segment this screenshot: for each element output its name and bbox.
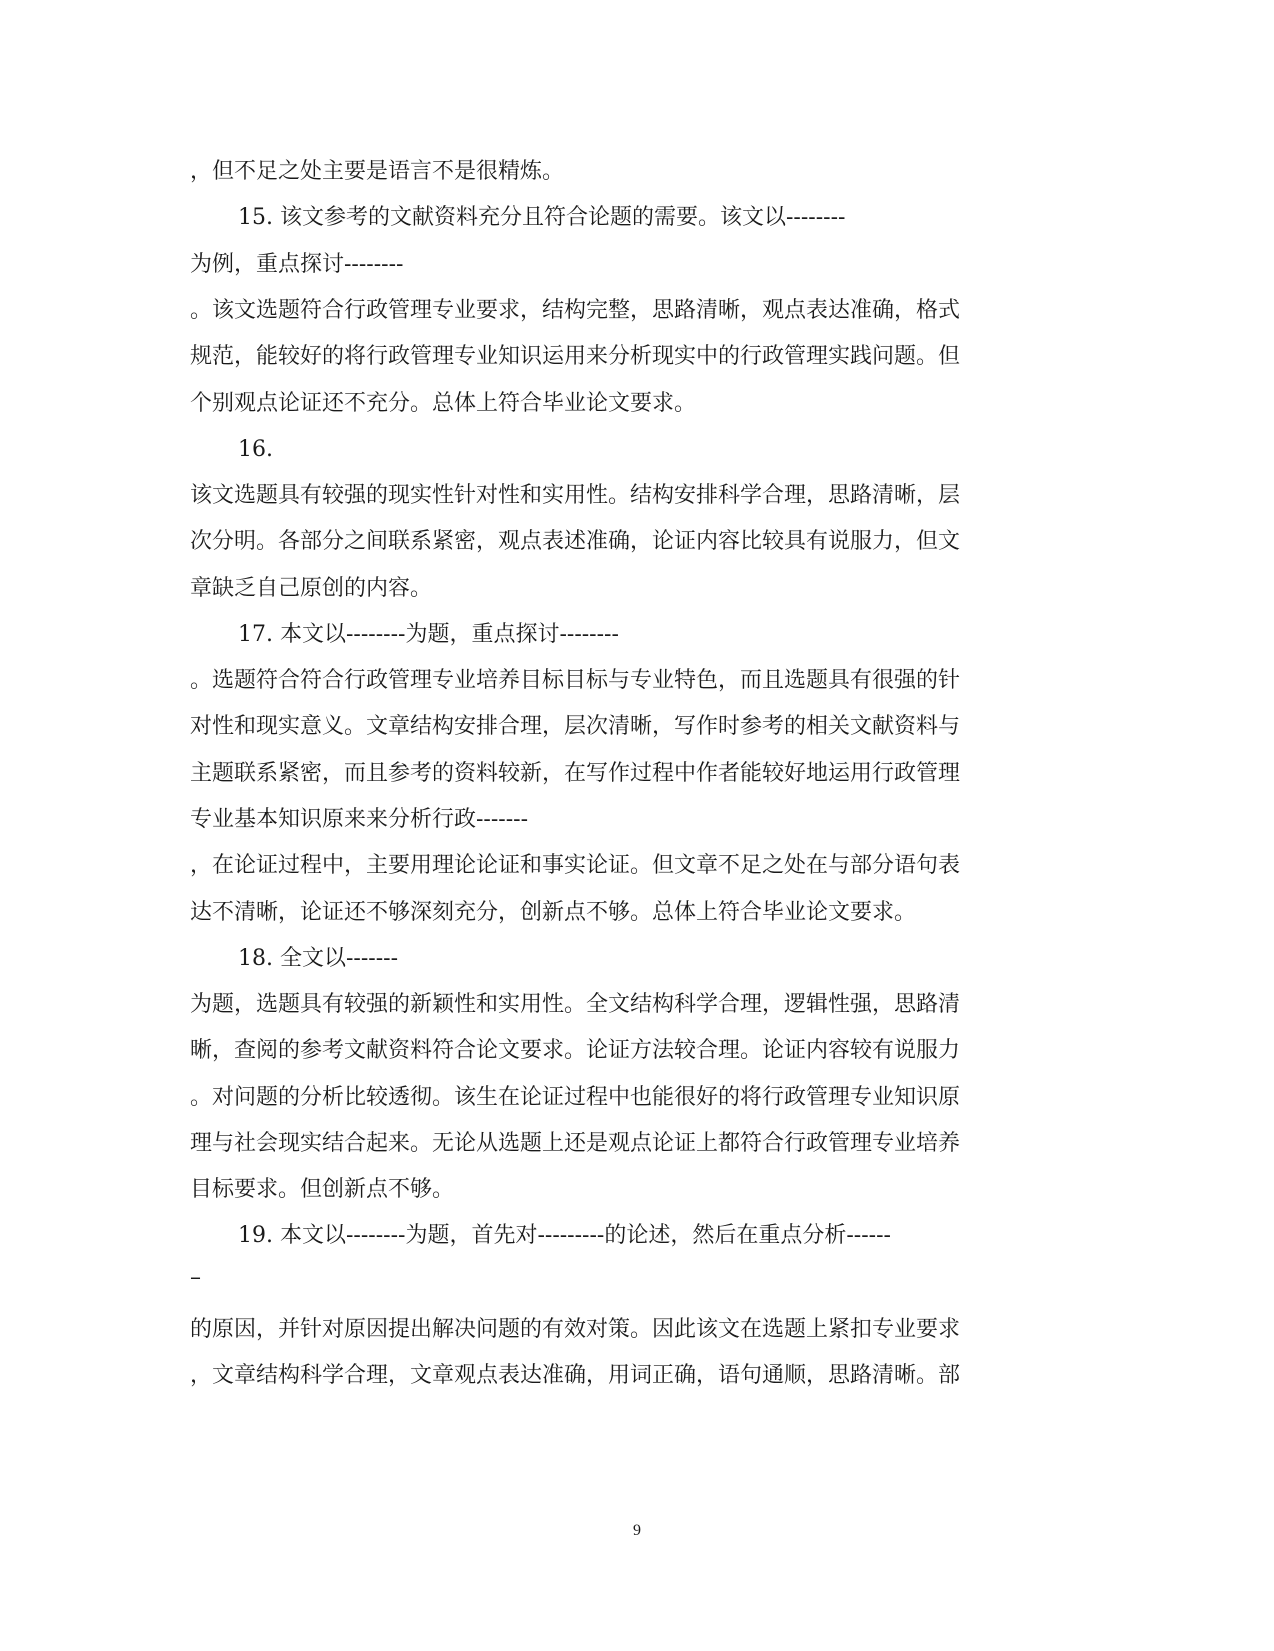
- text-line: 对性和现实意义。文章结构安排合理，层次清晰，写作时参考的相关文献资料与: [190, 714, 961, 739]
- text-line: 。选题符合符合行政管理专业培养目标目标与专业特色，而且选题具有很强的针: [190, 668, 961, 693]
- text-line: 个别观点论证还不充分。总体上符合毕业论文要求。: [190, 391, 697, 416]
- text-line: –: [190, 1265, 201, 1290]
- text-line: ，文章结构科学合理，文章观点表达准确，用词正确，语句通顺，思路清晰。部: [190, 1363, 961, 1388]
- item-19-heading: 19. 本文以--------为题，首先对---------的论述，然后在重点分析------: [238, 1223, 891, 1248]
- item-15-heading: 15. 该文参考的文献资料充分且符合论题的需要。该文以--------: [238, 205, 846, 230]
- page-number: 9: [633, 1522, 641, 1539]
- text-line: 次分明。各部分之间联系紧密，观点表述准确，论证内容比较具有说服力，但文: [190, 529, 961, 554]
- text-line: 理与社会现实结合起来。无论从选题上还是观点论证上都符合行政管理专业培养: [190, 1131, 961, 1156]
- text-line: 规范，能较好的将行政管理专业知识运用来分析现实中的行政管理实践问题。但: [190, 344, 961, 369]
- text-line: 。对问题的分析比较透彻。该生在论证过程中也能很好的将行政管理专业知识原: [190, 1085, 961, 1110]
- text-line: 目标要求。但创新点不够。: [190, 1177, 455, 1202]
- text-line: 的原因，并针对原因提出解决问题的有效对策。因此该文在选题上紧扣专业要求: [190, 1317, 961, 1342]
- item-16-heading: 16.: [238, 437, 273, 462]
- text-line: 章缺乏自己原创的内容。: [190, 576, 433, 601]
- text-line: ，在论证过程中，主要用理论论证和事实论证。但文章不足之处在与部分语句表: [190, 853, 961, 878]
- text-line: 该文选题具有较强的现实性针对性和实用性。结构安排科学合理，思路清晰，层: [190, 483, 961, 508]
- item-17-heading: 17. 本文以--------为题，重点探讨--------: [238, 622, 619, 647]
- item-18-heading: 18. 全文以-------: [238, 946, 399, 971]
- text-line: 主题联系紧密，而且参考的资料较新，在写作过程中作者能较好地运用行政管理: [190, 761, 961, 786]
- text-line: 专业基本知识原来来分析行政-------: [190, 807, 529, 832]
- text-line: ，但不足之处主要是语言不是很精炼。: [190, 159, 565, 184]
- text-line: 为题，选题具有较强的新颖性和实用性。全文结构科学合理，逻辑性强，思路清: [190, 992, 961, 1017]
- text-line: 达不清晰，论证还不够深刻充分，创新点不够。总体上符合毕业论文要求。: [190, 900, 917, 925]
- text-line: 。该文选题符合行政管理专业要求，结构完整，思路清晰，观点表达准确，格式: [190, 298, 961, 323]
- text-line: 晰，查阅的参考文献资料符合论文要求。论证方法较合理。论证内容较有说服力: [190, 1038, 961, 1063]
- text-line: 为例，重点探讨--------: [190, 252, 404, 277]
